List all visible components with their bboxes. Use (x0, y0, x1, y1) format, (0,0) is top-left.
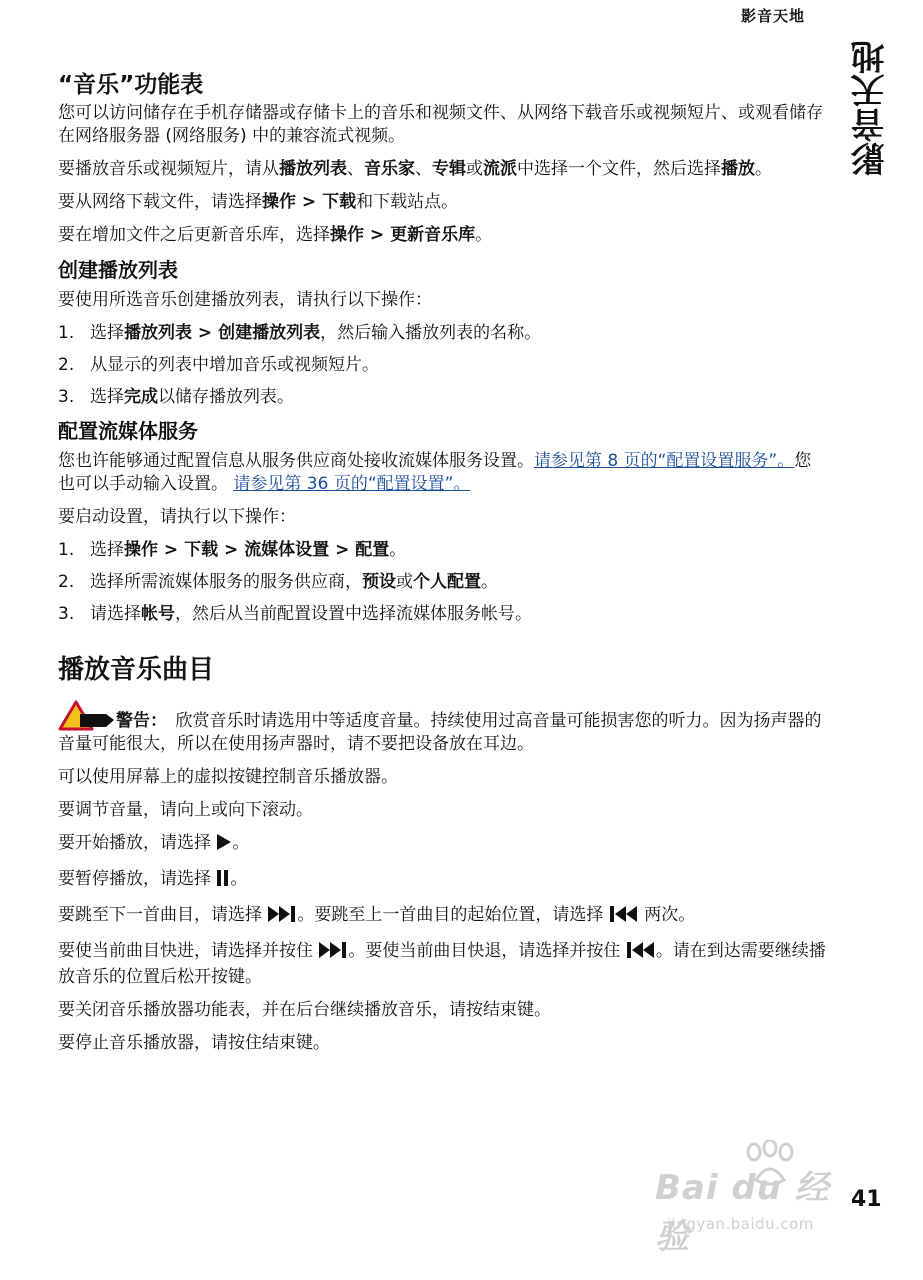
play-music-title: 播放音乐曲目 (58, 655, 215, 685)
list-item: 2. 选择所需流媒体服务的服务供应商，预设或个人配置。 (58, 572, 498, 592)
play-icon (216, 833, 232, 858)
create-playlist-title: 创建播放列表 (58, 258, 178, 282)
baidu-watermark (655, 1140, 860, 1260)
watermark-brand: Bai du 经验 (655, 1168, 830, 1257)
music-menu-title: “音乐”功能表 (58, 72, 204, 98)
skip-paragraph: 要跳至下一首曲目，请选择 。要跳至上一首曲目的起始位置，请选择 两次。 (58, 904, 826, 930)
previous-track-icon (626, 941, 656, 966)
list-item: 1. 选择操作 > 下载 > 流媒体设置 > 配置。 (58, 540, 407, 560)
streaming-intro: 您也许能够通过配置信息从服务供应商处接收流媒体服务设置。请参见第 8 页的“配置设置服务”。您也可以手动输入设置。 请参见第 36 页的“配置设置”。 (58, 451, 812, 494)
config-settings-link[interactable]: 请参见第 36 页的“配置设置”。 (233, 474, 471, 494)
list-item: 3. 选择完成以储存播放列表。 (58, 387, 294, 407)
next-track-icon (318, 941, 348, 966)
close-menu-paragraph: 要关闭音乐播放器功能表，并在后台继续播放音乐，请按结束键。 (58, 1000, 551, 1020)
previous-track-icon (609, 905, 639, 930)
warning-paragraph: 警告： 欣赏音乐时请选用中等适度音量。持续使用过高音量可能损害您的听力。因为扬声器的音量可能很大，所以在使用扬声器时，请不要把设备放在耳边。 (58, 700, 826, 756)
virtual-keys-paragraph: 可以使用屏幕上的虚拟按键控制音乐播放器。 (58, 767, 398, 787)
streaming-start: 要启动设置，请执行以下操作： (58, 507, 296, 527)
play-paragraph: 要播放音乐或视频短片，请从播放列表、音乐家、专辑或流派中选择一个文件，然后选择播放。 (58, 159, 772, 179)
seek-paragraph: 要使当前曲目快进，请选择并按住 。要使当前曲目快退，请选择并按住 。请在到达需要继续播放音乐的位置后松开按键。 (58, 941, 826, 987)
create-playlist-intro: 要使用所选音乐创建播放列表，请执行以下操作： (58, 290, 432, 310)
running-header: 影音天地 (741, 7, 806, 25)
stop-paragraph: 要停止音乐播放器，请按住结束键。 (58, 1033, 330, 1053)
page-content (58, 70, 826, 1065)
list-item: 3. 请选择帐号，然后从当前配置设置中选择流媒体服务帐号。 (58, 604, 532, 624)
warning-hand-icon (58, 700, 116, 732)
streaming-title: 配置流媒体服务 (58, 419, 198, 443)
list-item: 1. 选择播放列表 > 创建播放列表，然后输入播放列表的名称。 (58, 323, 542, 343)
music-menu-intro: 您可以访问储存在手机存储器或存储卡上的音乐和视频文件、从网络下载音乐或视频短片、或观看储存在网络服务器 (网络服务) 中的兼容流式视频。 (58, 103, 823, 146)
pause-icon (216, 869, 230, 894)
config-service-link[interactable]: 请参见第 8 页的“配置设置服务”。 (534, 451, 795, 471)
start-play-paragraph: 要开始播放，请选择 。 (58, 832, 826, 858)
next-track-icon (267, 905, 297, 930)
pause-paragraph: 要暂停播放，请选择 。 (58, 868, 826, 894)
side-tab-label: 影音天地 (851, 40, 891, 176)
list-item: 2. 从显示的列表中增加音乐或视频短片。 (58, 355, 379, 375)
page-number: 41 (851, 1187, 882, 1212)
volume-paragraph: 要调节音量，请向上或向下滚动。 (58, 800, 313, 820)
update-library-paragraph: 要在增加文件之后更新音乐库，选择操作 > 更新音乐库。 (58, 225, 493, 245)
watermark-url: jingyan.baidu.com (667, 1215, 814, 1233)
download-paragraph: 要从网络下载文件，请选择操作 > 下载和下载站点。 (58, 192, 459, 212)
